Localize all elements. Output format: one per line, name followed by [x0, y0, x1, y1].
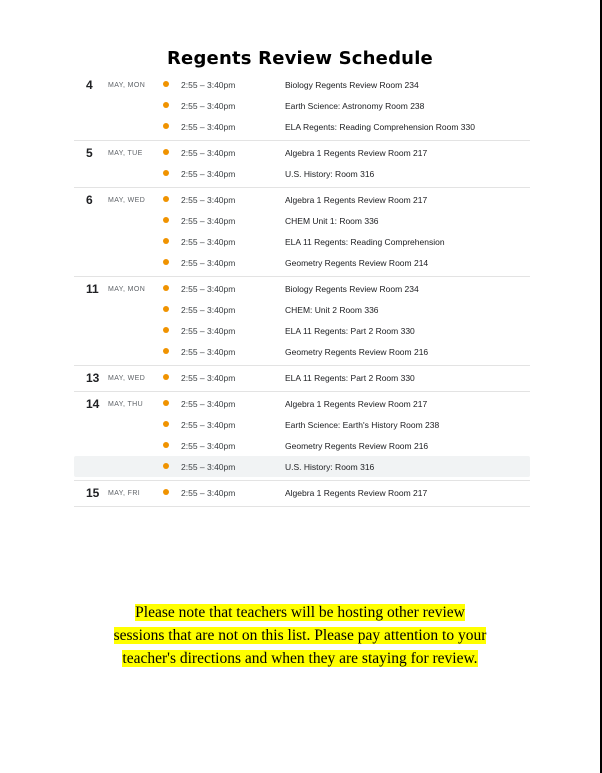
- day-label: MAY, MON: [108, 285, 146, 293]
- day-group: [74, 73, 530, 141]
- event-dot-icon: [163, 81, 169, 87]
- event-dot-icon: [163, 217, 169, 223]
- event-dot-icon: [163, 149, 169, 155]
- event-dot-icon: [163, 442, 169, 448]
- day-number: 4: [86, 78, 93, 92]
- event-time: 2:55 – 3:40pm: [181, 121, 236, 132]
- event-time: 2:55 – 3:40pm: [181, 487, 236, 498]
- event-time: 2:55 – 3:40pm: [181, 215, 236, 226]
- event-row[interactable]: [74, 189, 530, 210]
- event-dot-icon: [163, 259, 169, 265]
- event-title: CHEM: Unit 2 Room 336: [285, 304, 379, 315]
- note-line: sessions that are not on this list. Please pay attention to your: [113, 627, 487, 644]
- event-dot-icon: [163, 170, 169, 176]
- event-title: Algebra 1 Regents Review Room 217: [285, 398, 428, 409]
- day-label: MAY, WED: [108, 374, 146, 382]
- event-dot-icon: [163, 489, 169, 495]
- event-dot-icon: [163, 327, 169, 333]
- event-title: Geometry Regents Review Room 216: [285, 346, 429, 357]
- note-line: Please note that teachers will be hosting other review: [135, 604, 465, 621]
- event-time: 2:55 – 3:40pm: [181, 283, 236, 294]
- event-time: 2:55 – 3:40pm: [181, 304, 236, 315]
- event-row[interactable]: [74, 95, 530, 116]
- event-row[interactable]: [74, 210, 530, 231]
- event-row[interactable]: [74, 231, 530, 252]
- event-dot-icon: [163, 374, 169, 380]
- event-title: Algebra 1 Regents Review Room 217: [285, 194, 428, 205]
- day-group: [74, 141, 530, 188]
- event-row[interactable]: [74, 116, 530, 137]
- event-dot-icon: [163, 306, 169, 312]
- event-dot-icon: [163, 400, 169, 406]
- event-row[interactable]: [74, 341, 530, 362]
- day-group: [74, 366, 530, 392]
- event-time: 2:55 – 3:40pm: [181, 257, 236, 268]
- event-row[interactable]: [74, 367, 530, 388]
- event-title: ELA Regents: Reading Comprehension Room 330: [285, 121, 475, 132]
- event-title: U.S. History: Room 316: [285, 461, 375, 472]
- event-row[interactable]: [74, 74, 530, 95]
- event-row[interactable]: [74, 414, 530, 435]
- day-label: MAY, FRI: [108, 489, 141, 497]
- event-dot-icon: [163, 102, 169, 108]
- event-title: Biology Regents Review Room 234: [285, 79, 419, 90]
- event-title: U.S. History: Room 316: [285, 168, 375, 179]
- event-title: Algebra 1 Regents Review Room 217: [285, 147, 428, 158]
- day-number: 14: [86, 397, 100, 411]
- event-title: ELA 11 Regents: Part 2 Room 330: [285, 372, 415, 383]
- event-row[interactable]: [74, 320, 530, 341]
- event-time: 2:55 – 3:40pm: [181, 325, 236, 336]
- event-time: 2:55 – 3:40pm: [181, 419, 236, 430]
- event-row[interactable]: [74, 163, 530, 184]
- event-row[interactable]: [74, 393, 530, 414]
- event-time: 2:55 – 3:40pm: [181, 194, 236, 205]
- event-row[interactable]: [74, 482, 530, 503]
- event-title: ELA 11 Regents: Part 2 Room 330: [285, 325, 415, 336]
- event-title: ELA 11 Regents: Reading Comprehension: [285, 236, 445, 247]
- day-number: 15: [86, 486, 100, 500]
- event-time: 2:55 – 3:40pm: [181, 372, 236, 383]
- event-row[interactable]: [74, 456, 530, 477]
- event-time: 2:55 – 3:40pm: [181, 100, 236, 111]
- event-dot-icon: [163, 348, 169, 354]
- event-row[interactable]: [74, 142, 530, 163]
- day-group: [74, 392, 530, 481]
- event-time: 2:55 – 3:40pm: [181, 147, 236, 158]
- event-time: 2:55 – 3:40pm: [181, 346, 236, 357]
- day-number: 5: [86, 146, 93, 160]
- event-time: 2:55 – 3:40pm: [181, 461, 236, 472]
- event-title: CHEM Unit 1: Room 336: [285, 215, 379, 226]
- event-dot-icon: [163, 238, 169, 244]
- event-title: Algebra 1 Regents Review Room 217: [285, 487, 428, 498]
- day-number: 11: [86, 282, 99, 296]
- event-time: 2:55 – 3:40pm: [181, 79, 236, 90]
- event-title: Earth Science: Astronomy Room 238: [285, 100, 425, 111]
- day-group: [74, 481, 530, 507]
- review-note: [0, 601, 600, 670]
- event-title: Biology Regents Review Room 234: [285, 283, 419, 294]
- event-dot-icon: [163, 463, 169, 469]
- event-dot-icon: [163, 285, 169, 291]
- event-row[interactable]: [74, 278, 530, 299]
- day-label: MAY, MON: [108, 81, 146, 89]
- event-row[interactable]: [74, 435, 530, 456]
- note-line: teacher's directions and when they are staying for review.: [122, 650, 478, 667]
- event-row[interactable]: [74, 252, 530, 273]
- page-title: Regents Review Schedule: [167, 48, 433, 70]
- day-label: MAY, TUE: [108, 149, 143, 157]
- event-time: 2:55 – 3:40pm: [181, 236, 236, 247]
- event-title: Earth Science: Earth's History Room 238: [285, 419, 440, 430]
- day-group: [74, 277, 530, 366]
- day-group: [74, 188, 530, 277]
- day-number: 13: [86, 371, 100, 385]
- event-time: 2:55 – 3:40pm: [181, 398, 236, 409]
- event-time: 2:55 – 3:40pm: [181, 440, 236, 451]
- event-title: Geometry Regents Review Room 214: [285, 257, 429, 268]
- event-dot-icon: [163, 196, 169, 202]
- event-dot-icon: [163, 421, 169, 427]
- event-dot-icon: [163, 123, 169, 129]
- event-title: Geometry Regents Review Room 216: [285, 440, 429, 451]
- day-label: MAY, THU: [108, 400, 144, 408]
- day-number: 6: [86, 193, 93, 207]
- schedule-list: [74, 73, 530, 507]
- day-label: MAY, WED: [108, 196, 146, 204]
- event-time: 2:55 – 3:40pm: [181, 168, 236, 179]
- event-row[interactable]: [74, 299, 530, 320]
